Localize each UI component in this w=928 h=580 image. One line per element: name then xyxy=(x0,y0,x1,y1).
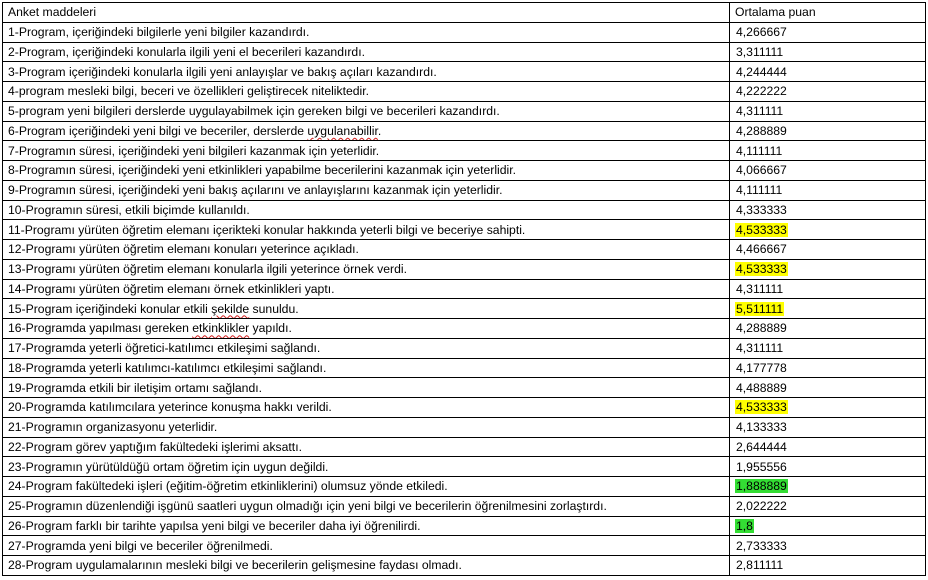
misspelled-word: şekilde xyxy=(211,301,250,316)
score-value: 4,311111 xyxy=(736,281,784,296)
table-row xyxy=(3,319,926,339)
score-cell[interactable] xyxy=(730,200,926,220)
score-value: 4,288889 xyxy=(736,321,787,336)
score-value: 2,811111 xyxy=(736,558,784,573)
table-row xyxy=(3,437,926,457)
score-value: 4,311111 xyxy=(736,104,784,119)
item-text: 28-Program uygulamalarının mesleki bilgi ve becerilerin gelişmesine faydası olmadı. xyxy=(8,558,462,573)
score-value: 4,222222 xyxy=(736,84,787,99)
table-row xyxy=(3,477,926,497)
table-row xyxy=(3,101,926,121)
table-row xyxy=(3,62,926,82)
table-row xyxy=(3,161,926,181)
score-cell[interactable] xyxy=(730,180,926,200)
score-value: 4,244444 xyxy=(736,64,787,79)
score-value: 4,311111 xyxy=(736,341,784,356)
item-text: 18-Programda yeterli katılımcı-katılımcı etkileşimi sağlandı. xyxy=(8,360,327,375)
item-cell[interactable] xyxy=(3,200,730,220)
header-score-cell[interactable]: Ortalama puan xyxy=(730,3,926,23)
item-text: 8-Programın süresi, içeriğindeki yeni etkinlikleri yapabilme becerilerini kazanmak için yeterlidir. xyxy=(8,163,517,178)
item-text: 23-Programın yürütüldüğü ortam öğretim için uygun değildi. xyxy=(8,459,329,474)
table-row xyxy=(3,82,926,102)
survey-table xyxy=(2,2,926,576)
highlighted-score: 4,533333 xyxy=(736,262,787,277)
score-value: 1,955556 xyxy=(736,459,787,474)
score-value: 4,066667 xyxy=(736,163,787,178)
item-text: 14-Programı yürüten öğretim elemanı örnek etkinlikleri yaptı. xyxy=(8,281,335,296)
item-cell[interactable] xyxy=(3,516,730,536)
score-cell[interactable] xyxy=(730,398,926,418)
item-cell[interactable] xyxy=(3,62,730,82)
misspelled-word: etkinklikler xyxy=(192,321,250,336)
score-value: 4,288889 xyxy=(736,123,787,138)
score-value: 2,733333 xyxy=(736,538,787,553)
item-text: 1-Program, içeriğindeki bilgilerle yeni bilgiler kazandırdı. xyxy=(8,25,310,40)
table-row xyxy=(3,141,926,161)
item-text: 19-Programda etkili bir iletişim ortamı sağlandı. xyxy=(8,380,263,395)
score-cell[interactable] xyxy=(730,319,926,339)
item-cell[interactable] xyxy=(3,358,730,378)
table-row xyxy=(3,398,926,418)
highlighted-score: 4,533333 xyxy=(736,222,787,237)
item-text: 10-Programın süresi, etkili biçimde kullanıldı. xyxy=(8,202,250,217)
item-text: yapıldı. xyxy=(249,321,292,336)
survey-table-container xyxy=(2,2,926,576)
table-row xyxy=(3,240,926,260)
table-row xyxy=(3,180,926,200)
item-text: 21-Programın organizasyonu yeterlidir. xyxy=(8,420,218,435)
table-row xyxy=(3,417,926,437)
score-value: 3,311111 xyxy=(736,44,784,59)
item-cell[interactable] xyxy=(3,477,730,497)
item-text: 9-Programın süresi, içeriğindeki yeni bakış açılarını ve anlayışlarını kazanmak için yeterlidir. xyxy=(8,183,503,198)
score-cell[interactable] xyxy=(730,141,926,161)
item-cell[interactable] xyxy=(3,496,730,516)
item-text: 27-Programda yeni bilgi ve beceriler öğrenilmedi. xyxy=(8,538,273,553)
item-cell[interactable] xyxy=(3,457,730,477)
score-cell[interactable] xyxy=(730,82,926,102)
highlighted-score: 4,533333 xyxy=(736,400,787,415)
score-cell[interactable] xyxy=(730,121,926,141)
highlighted-score: 1,8 xyxy=(736,518,753,533)
table-row xyxy=(3,42,926,62)
score-cell[interactable] xyxy=(730,279,926,299)
item-text: 22-Program görev yaptığım fakültedeki işlerimi aksattı. xyxy=(8,439,302,454)
score-cell[interactable] xyxy=(730,101,926,121)
score-value: 4,111111 xyxy=(736,183,783,198)
table-row xyxy=(3,536,926,556)
item-text: 15-Program içeriğindeki konular etkili xyxy=(8,301,212,316)
item-cell[interactable] xyxy=(3,378,730,398)
item-text: 4-program mesleki bilgi, beceri ve özellikleri geliştirecek niteliktedir. xyxy=(8,84,370,99)
table-row xyxy=(3,200,926,220)
table-row xyxy=(3,358,926,378)
table-row xyxy=(3,259,926,279)
score-cell[interactable] xyxy=(730,417,926,437)
table-row xyxy=(3,220,926,240)
score-cell[interactable] xyxy=(730,457,926,477)
score-cell[interactable] xyxy=(730,536,926,556)
table-row xyxy=(3,279,926,299)
score-cell[interactable] xyxy=(730,358,926,378)
score-value: 4,488889 xyxy=(736,380,787,395)
item-text: 7-Programın süresi, içeriğindeki yeni bilgileri kazanmak için yeterlidir. xyxy=(8,143,380,158)
survey-table-body xyxy=(3,3,926,576)
score-cell[interactable] xyxy=(730,437,926,457)
score-cell[interactable] xyxy=(730,42,926,62)
table-row xyxy=(3,516,926,536)
score-cell[interactable] xyxy=(730,338,926,358)
misspelled-word: uygulanabillir xyxy=(307,123,378,138)
item-cell[interactable] xyxy=(3,82,730,102)
item-text: 24-Program fakültedeki işleri (eğitim-öğretim etkinliklerini) olumsuz yönde etkiledi. xyxy=(8,479,448,494)
item-cell[interactable] xyxy=(3,180,730,200)
score-cell[interactable] xyxy=(730,220,926,240)
item-cell[interactable] xyxy=(3,220,730,240)
header-row xyxy=(3,3,926,23)
item-text: 12-Programı yürüten öğretim elemanı konuları yeterince açıkladı. xyxy=(8,242,359,257)
item-cell[interactable] xyxy=(3,42,730,62)
item-cell[interactable] xyxy=(3,338,730,358)
item-text: 25-Programın düzenlendiği işgünü saatleri uygun olmadığı için yeni bilgi ve becerilerin öğrenilmesini zorlaştırdı. xyxy=(8,499,607,514)
item-text: 11-Programı yürüten öğretim elemanı içerikteki konular hakkında yeterli bilgi ve beceriye sahipti. xyxy=(8,222,526,237)
score-cell[interactable] xyxy=(730,516,926,536)
highlighted-score: 5,511111 xyxy=(736,301,784,316)
score-cell[interactable] xyxy=(730,496,926,516)
score-cell[interactable] xyxy=(730,161,926,181)
item-cell[interactable] xyxy=(3,398,730,418)
item-text: 17-Programda yeterli öğretici-katılımcı etkileşimi sağlandı. xyxy=(8,341,321,356)
score-cell[interactable] xyxy=(730,378,926,398)
table-row xyxy=(3,457,926,477)
item-cell[interactable] xyxy=(3,556,730,576)
item-cell[interactable] xyxy=(3,22,730,42)
table-row xyxy=(3,378,926,398)
item-cell[interactable] xyxy=(3,240,730,260)
highlighted-score: 1,888889 xyxy=(736,479,787,494)
table-row xyxy=(3,121,926,141)
item-cell[interactable] xyxy=(3,121,730,141)
score-cell[interactable] xyxy=(730,477,926,497)
score-value: 4,333333 xyxy=(736,202,787,217)
header-item-cell[interactable]: Anket maddeleri xyxy=(3,3,730,23)
item-text: 5-program yeni bilgileri derslerde uygulayabilmek için gereken bilgi ve becerileri kazandırdı. xyxy=(8,104,500,119)
item-cell[interactable] xyxy=(3,259,730,279)
score-cell[interactable] xyxy=(730,240,926,260)
item-text: sunuldu. xyxy=(249,301,299,316)
score-cell[interactable] xyxy=(730,22,926,42)
item-cell[interactable] xyxy=(3,319,730,339)
table-row xyxy=(3,496,926,516)
item-text: 16-Programda yapılması gereken xyxy=(8,321,193,336)
score-cell[interactable] xyxy=(730,556,926,576)
table-row xyxy=(3,338,926,358)
item-cell[interactable] xyxy=(3,101,730,121)
item-cell[interactable] xyxy=(3,299,730,319)
score-value: 2,644444 xyxy=(736,439,787,454)
table-row xyxy=(3,556,926,576)
item-cell[interactable] xyxy=(3,437,730,457)
score-value: 4,133333 xyxy=(736,420,787,435)
score-value: 4,466667 xyxy=(736,242,787,257)
item-text: 13-Programı yürüten öğretim elemanı konularla ilgili yeterince örnek verdi. xyxy=(8,262,407,277)
score-cell[interactable] xyxy=(730,299,926,319)
item-text: 2-Program, içeriğindeki konularla ilgili yeni el becerileri kazandırdı. xyxy=(8,44,365,59)
item-text: 3-Program içeriğindeki konularla ilgili yeni anlayışlar ve bakış açıları kazandırdı. xyxy=(8,64,437,79)
item-text: . xyxy=(377,123,382,138)
table-row xyxy=(3,299,926,319)
item-text: 26-Program farklı bir tarihte yapılsa yeni bilgi ve beceriler daha iyi öğrenilirdi. xyxy=(8,518,421,533)
score-value: 4,266667 xyxy=(736,25,787,40)
item-text: 6-Program içeriğindeki yeni bilgi ve beceriler, derslerde xyxy=(8,123,308,138)
score-value: 4,177778 xyxy=(736,360,787,375)
item-text: 20-Programda katılımcılara yeterince konuşma hakkı verildi. xyxy=(8,400,332,415)
item-cell[interactable] xyxy=(3,536,730,556)
item-cell[interactable] xyxy=(3,161,730,181)
item-cell[interactable] xyxy=(3,141,730,161)
score-value: 2,022222 xyxy=(736,499,787,514)
item-cell[interactable] xyxy=(3,279,730,299)
table-row xyxy=(3,22,926,42)
score-cell[interactable] xyxy=(730,62,926,82)
score-value: 4,111111 xyxy=(736,143,783,158)
item-cell[interactable] xyxy=(3,417,730,437)
score-cell[interactable] xyxy=(730,259,926,279)
